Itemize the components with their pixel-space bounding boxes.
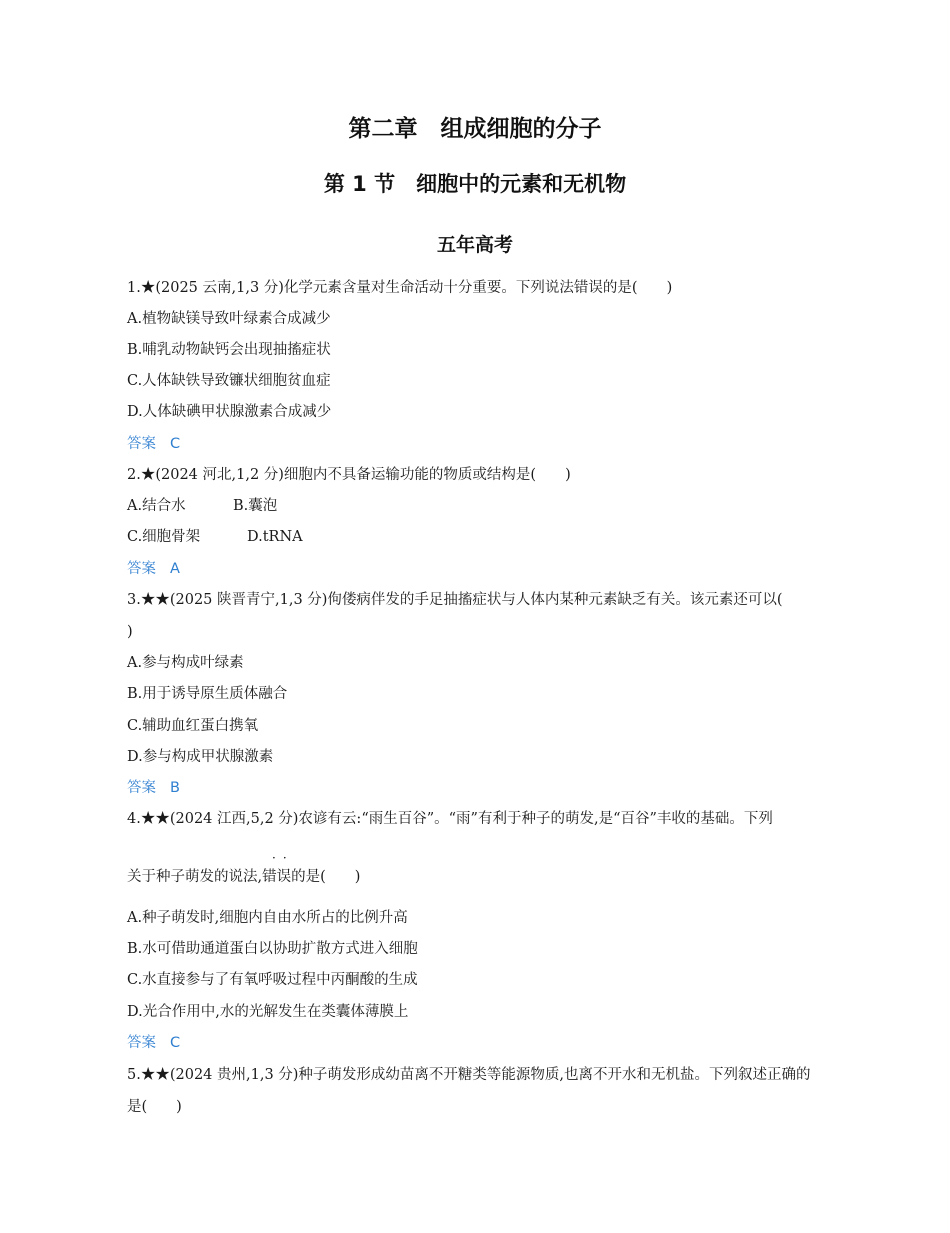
answer-label: 答案 [127, 436, 156, 452]
question-2-option-b: B.囊泡 [233, 498, 278, 514]
question-3-stem-line-1: 3.★★(2025 陕晋青宁,1,3 分)佝偻病伴发的手足抽搐症状与人体内某种元素缺乏有关。该元素还可以( [127, 592, 783, 608]
question-3-answer [127, 778, 180, 798]
emphasis-dots: ·· [272, 851, 294, 865]
question-4-answer [127, 1033, 180, 1053]
question-4-option-a: A.种子萌发时,细胞内自由水所占的比例升高 [127, 910, 408, 926]
question-4-option-d: D.光合作用中,水的光解发生在类囊体薄膜上 [127, 1004, 409, 1020]
part-title: 五年高考 [436, 234, 513, 256]
question-4-stem-line-1: 4.★★(2024 江西,5,2 分)农谚有云:“雨生百谷”。“雨”有利于种子的萌发,是“百谷”丰收的基础。下列 [127, 811, 773, 827]
question-3-option-b: B.用于诱导原生质体融合 [127, 686, 288, 702]
question-4-option-c: C.水直接参与了有氧呼吸过程中丙酮酸的生成 [127, 972, 418, 988]
answer-label: 答案 [127, 1035, 156, 1051]
section-title: 第 1 节 细胞中的元素和无机物 [323, 172, 627, 196]
question-3-option-a: A.参与构成叶绿素 [127, 655, 244, 671]
question-2-options-row-2 [127, 527, 427, 547]
question-1-answer [127, 434, 180, 454]
question-3-option-c: C.辅助血红蛋白携氧 [127, 718, 259, 734]
answer-label: 答案 [127, 561, 156, 577]
question-1-option-d: D.人体缺碘甲状腺激素合成减少 [127, 404, 332, 420]
answer-value: C [170, 436, 181, 452]
question-2-stem: 2.★(2024 河北,1,2 分)细胞内不具备运输功能的物质或结构是( ) [127, 467, 571, 483]
question-2-option-c: C.细胞骨架 [127, 529, 201, 545]
question-2-answer [127, 559, 180, 579]
question-1-stem: 1.★(2025 云南,1,3 分)化学元素含量对生命活动十分重要。下列说法错误的是( ) [127, 280, 673, 296]
question-4-stem-line-2: 关于种子萌发的说法,错误的是( ) [127, 869, 361, 885]
question-2-option-a: A.结合水 [127, 498, 186, 514]
question-5-stem-line-2: 是( ) [127, 1099, 182, 1115]
question-3-option-d: D.参与构成甲状腺激素 [127, 749, 274, 765]
answer-value: A [170, 561, 180, 577]
question-1-option-c: C.人体缺铁导致镰状细胞贫血症 [127, 373, 331, 389]
question-3-stem-line-2: ) [127, 624, 133, 640]
question-4-option-b: B.水可借助通道蛋白以协助扩散方式进入细胞 [127, 941, 418, 957]
question-5-stem-line-1: 5.★★(2024 贵州,1,3 分)种子萌发形成幼苗离不开糖类等能源物质,也离不开水和无机盐。下列叙述正确的 [127, 1067, 811, 1083]
question-1-option-a: A.植物缺镁导致叶绿素合成减少 [127, 311, 331, 327]
answer-value: B [170, 780, 180, 796]
question-2-options-row-1 [127, 496, 427, 516]
question-1-option-b: B.哺乳动物缺钙会出现抽搐症状 [127, 342, 331, 358]
answer-value: C [170, 1035, 181, 1051]
answer-label: 答案 [127, 780, 156, 796]
chapter-title: 第二章 组成细胞的分子 [348, 116, 602, 142]
question-2-option-d: D.tRNA [247, 529, 303, 545]
